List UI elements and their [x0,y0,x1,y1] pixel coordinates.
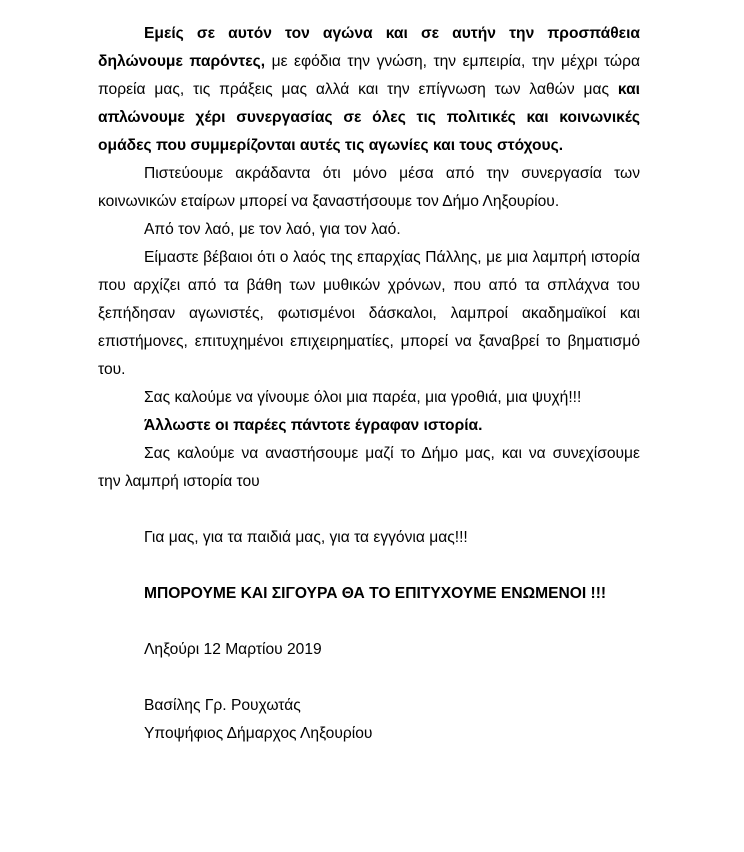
spacer [98,608,640,636]
spacer [98,496,640,524]
document-page [98,20,640,748]
paragraph-cooperation: Πιστεύουμε ακράδαντα ότι μόνο μέσα από την συνεργασία των κοινωνικών εταίρων μπορεί να ξαναστήσουμε τον Δήμο Ληξουρίου. [98,165,640,210]
paragraph-groups-history [98,412,640,440]
signature-title: Υποψήφιος Δήμαρχος Ληξουρίου [144,725,373,742]
intro-bold-start: Εμείς σε αυτόν τον αγώνα και σε αυτήν την προσπάθεια δηλώνουμε παρόντες, [98,25,640,70]
spacer [98,664,640,692]
paragraph-people: Από τον λαό, με τον λαό, για τον λαό. [144,221,401,238]
paragraph-intro [98,20,640,160]
intro-bold-end: και απλώνουμε χέρι συνεργασίας σε όλες τις πολιτικές και κοινωνικές ομάδες που συμμερίζονται αυτές τις αγωνίες και τους στόχους. [98,81,640,154]
signature-name: Βασίλης Γρ. Ρουχωτάς [144,697,301,714]
slogan-united: ΜΠΟΡΟΥΜΕ ΚΑΙ ΣΙΓΟΥΡΑ ΘΑ ΤΟ ΕΠΙΤΥΧΟΥΜΕ ΕΝΩΜΕΝΟΙ !!! [144,585,607,602]
paragraph-revive: Σας καλούμε να αναστήσουμε μαζί το Δήμο μας, και να συνεχίσουμε την λαμπρή ιστορία του [98,445,640,490]
date-line: Ληξούρι 12 Μαρτίου 2019 [144,641,322,658]
paragraph-for-us: Για μας, για τα παιδιά μας, για τα εγγόνια μας!!! [144,529,468,546]
groups-history-bold: Άλλωστε οι παρέες πάντοτε έγραφαν ιστορία. [144,417,483,434]
paragraph-invitation: Σας καλούμε να γίνουμε όλοι μια παρέα, μια γροθιά, μια ψυχή!!! [144,389,582,406]
paragraph-history: Είμαστε βέβαιοι ότι ο λαός της επαρχίας Πάλλης, με μια λαμπρή ιστορία που αρχίζει από τα βάθη των μυθικών χρόνων, που από τα σπλάχνα του ξεπήδησαν αγωνιστές, φωτισμένοι δάσκαλοι, λαμπροί ακαδημαϊκοί και επιστήμονες, επιτυχημένοι επιχειρηματίες, μπορεί να ξαναβρεί το βηματισμό του. [98,249,640,378]
intro-normal-middle: με εφόδια την γνώση, την εμπειρία, την μέχρι τώρα πορεία μας, τις πράξεις μας αλλά και την επίγνωση των λαθών μας [98,53,640,98]
spacer [98,552,640,580]
